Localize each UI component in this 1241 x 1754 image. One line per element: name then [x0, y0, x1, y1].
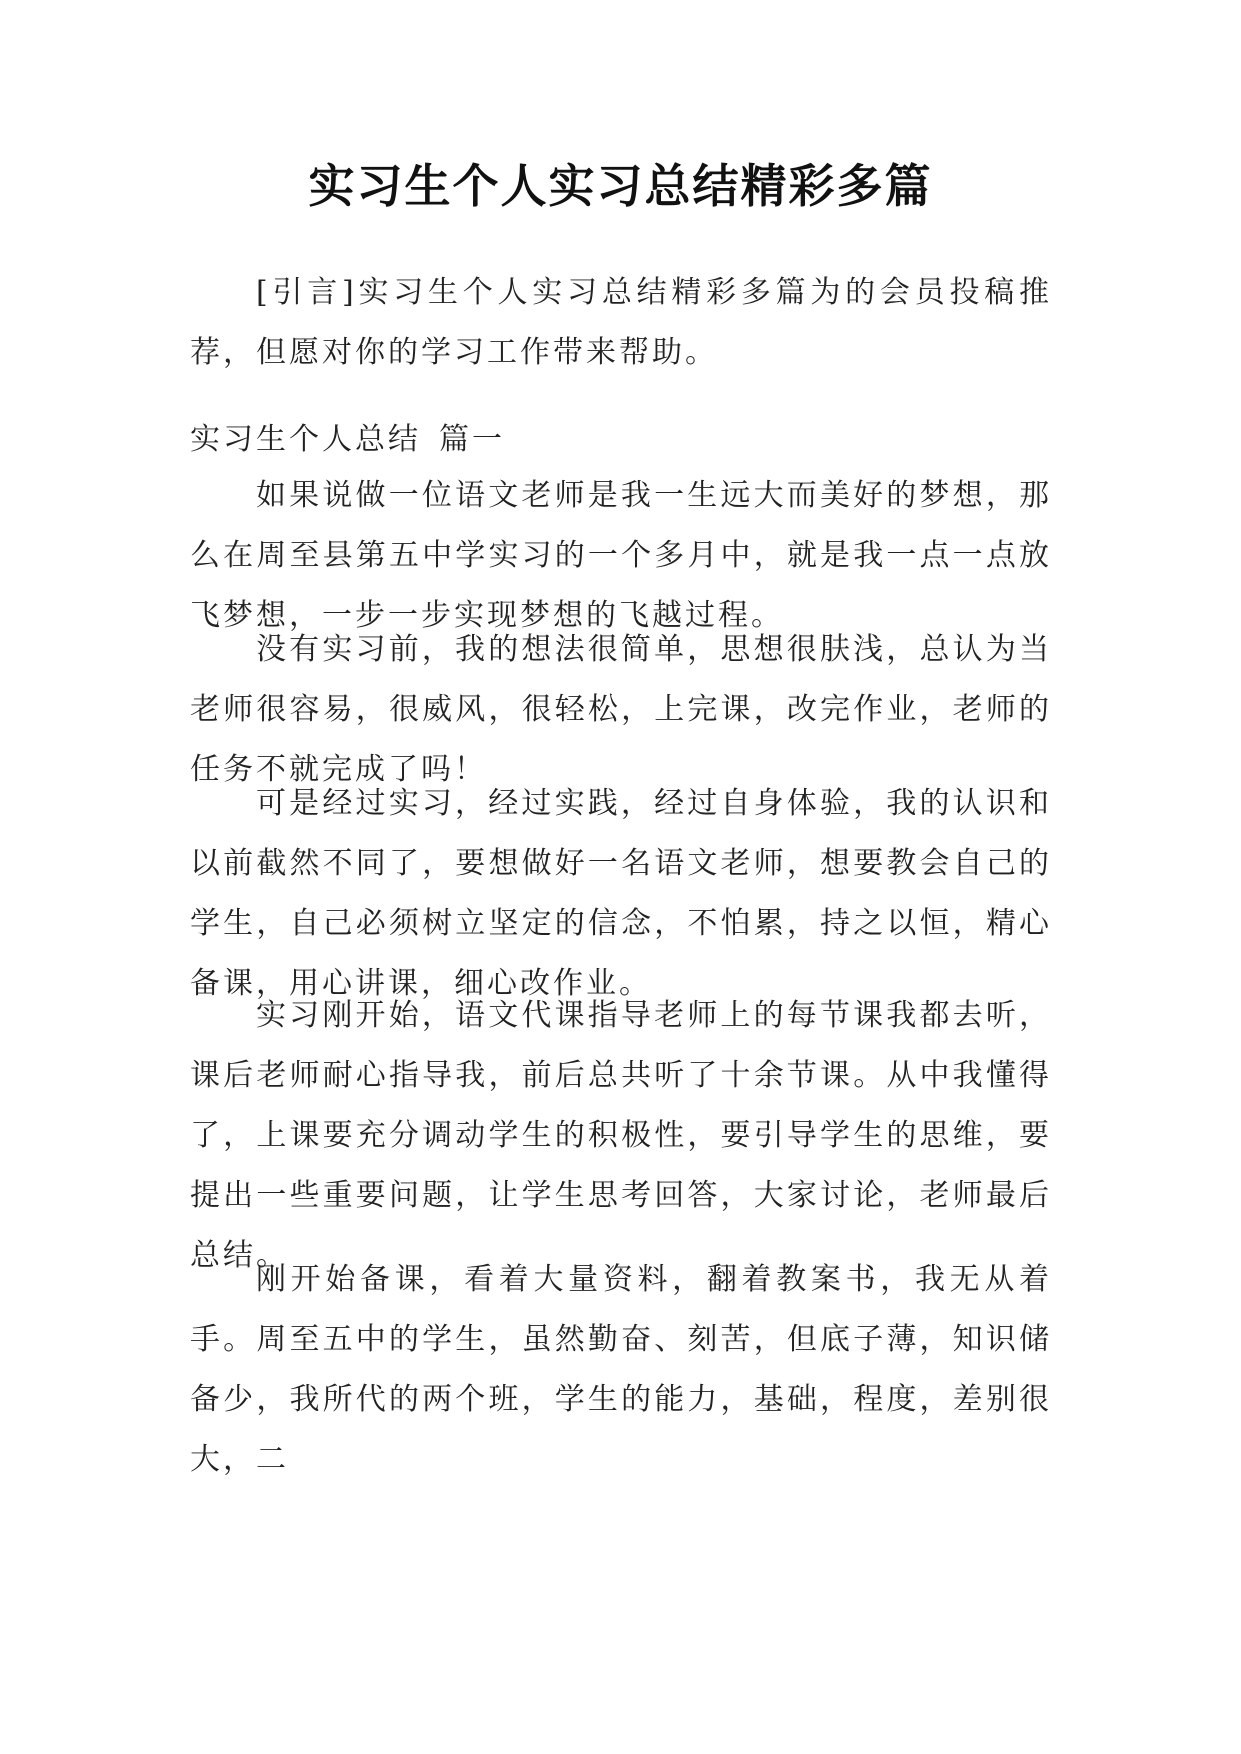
section-label: 篇一 — [439, 422, 505, 457]
paragraph-5: 刚开始备课，看着大量资料，翻着教案书，我无从着手。周至五中的学生，虽然勤奋、刻苦，但底子薄，知识储备少，我所代的两个班，学生的能力，基础，程度，差别很大，二 — [190, 1262, 1052, 1477]
intro-paragraph: [引言]实习生个人实习总结精彩多篇为的会员投稿推荐，但愿对你的学习工作带来帮助。 — [190, 275, 1052, 370]
paragraph-3: 可是经过实习，经过实践，经过自身体验，我的认识和以前截然不同了，要想做好一名语文老师，想要教会自己的学生，自己必须树立坚定的信念，不怕累，持之以恒，精心备课，用心讲课，细心改作业。 — [190, 786, 1052, 1001]
section-heading — [190, 410, 505, 470]
page-title: 实习生个人实习总结精彩多篇 — [308, 159, 933, 213]
paragraph-1: 如果说做一位语文老师是我一生远大而美好的梦想，那么在周至县第五中学实习的一个多月中，就是我一点一点放飞梦想，一步一步实现梦想的飞越过程。 — [190, 478, 1052, 633]
section-heading-text: 实习生个人总结 — [190, 422, 421, 457]
paragraph-2: 没有实习前，我的想法很简单，思想很肤浅，总认为当老师很容易，很威风，很轻松，上完课，改完作业，老师的任务不就完成了吗！ — [190, 632, 1052, 787]
paragraph-4: 实习刚开始，语文代课指导老师上的每节课我都去听，课后老师耐心指导我，前后总共听了十余节课。从中我懂得了，上课要充分调动学生的积极性，要引导学生的思维，要提出一些重要问题，让学生思考回答，大家讨论，老师最后总结。 — [190, 998, 1052, 1273]
